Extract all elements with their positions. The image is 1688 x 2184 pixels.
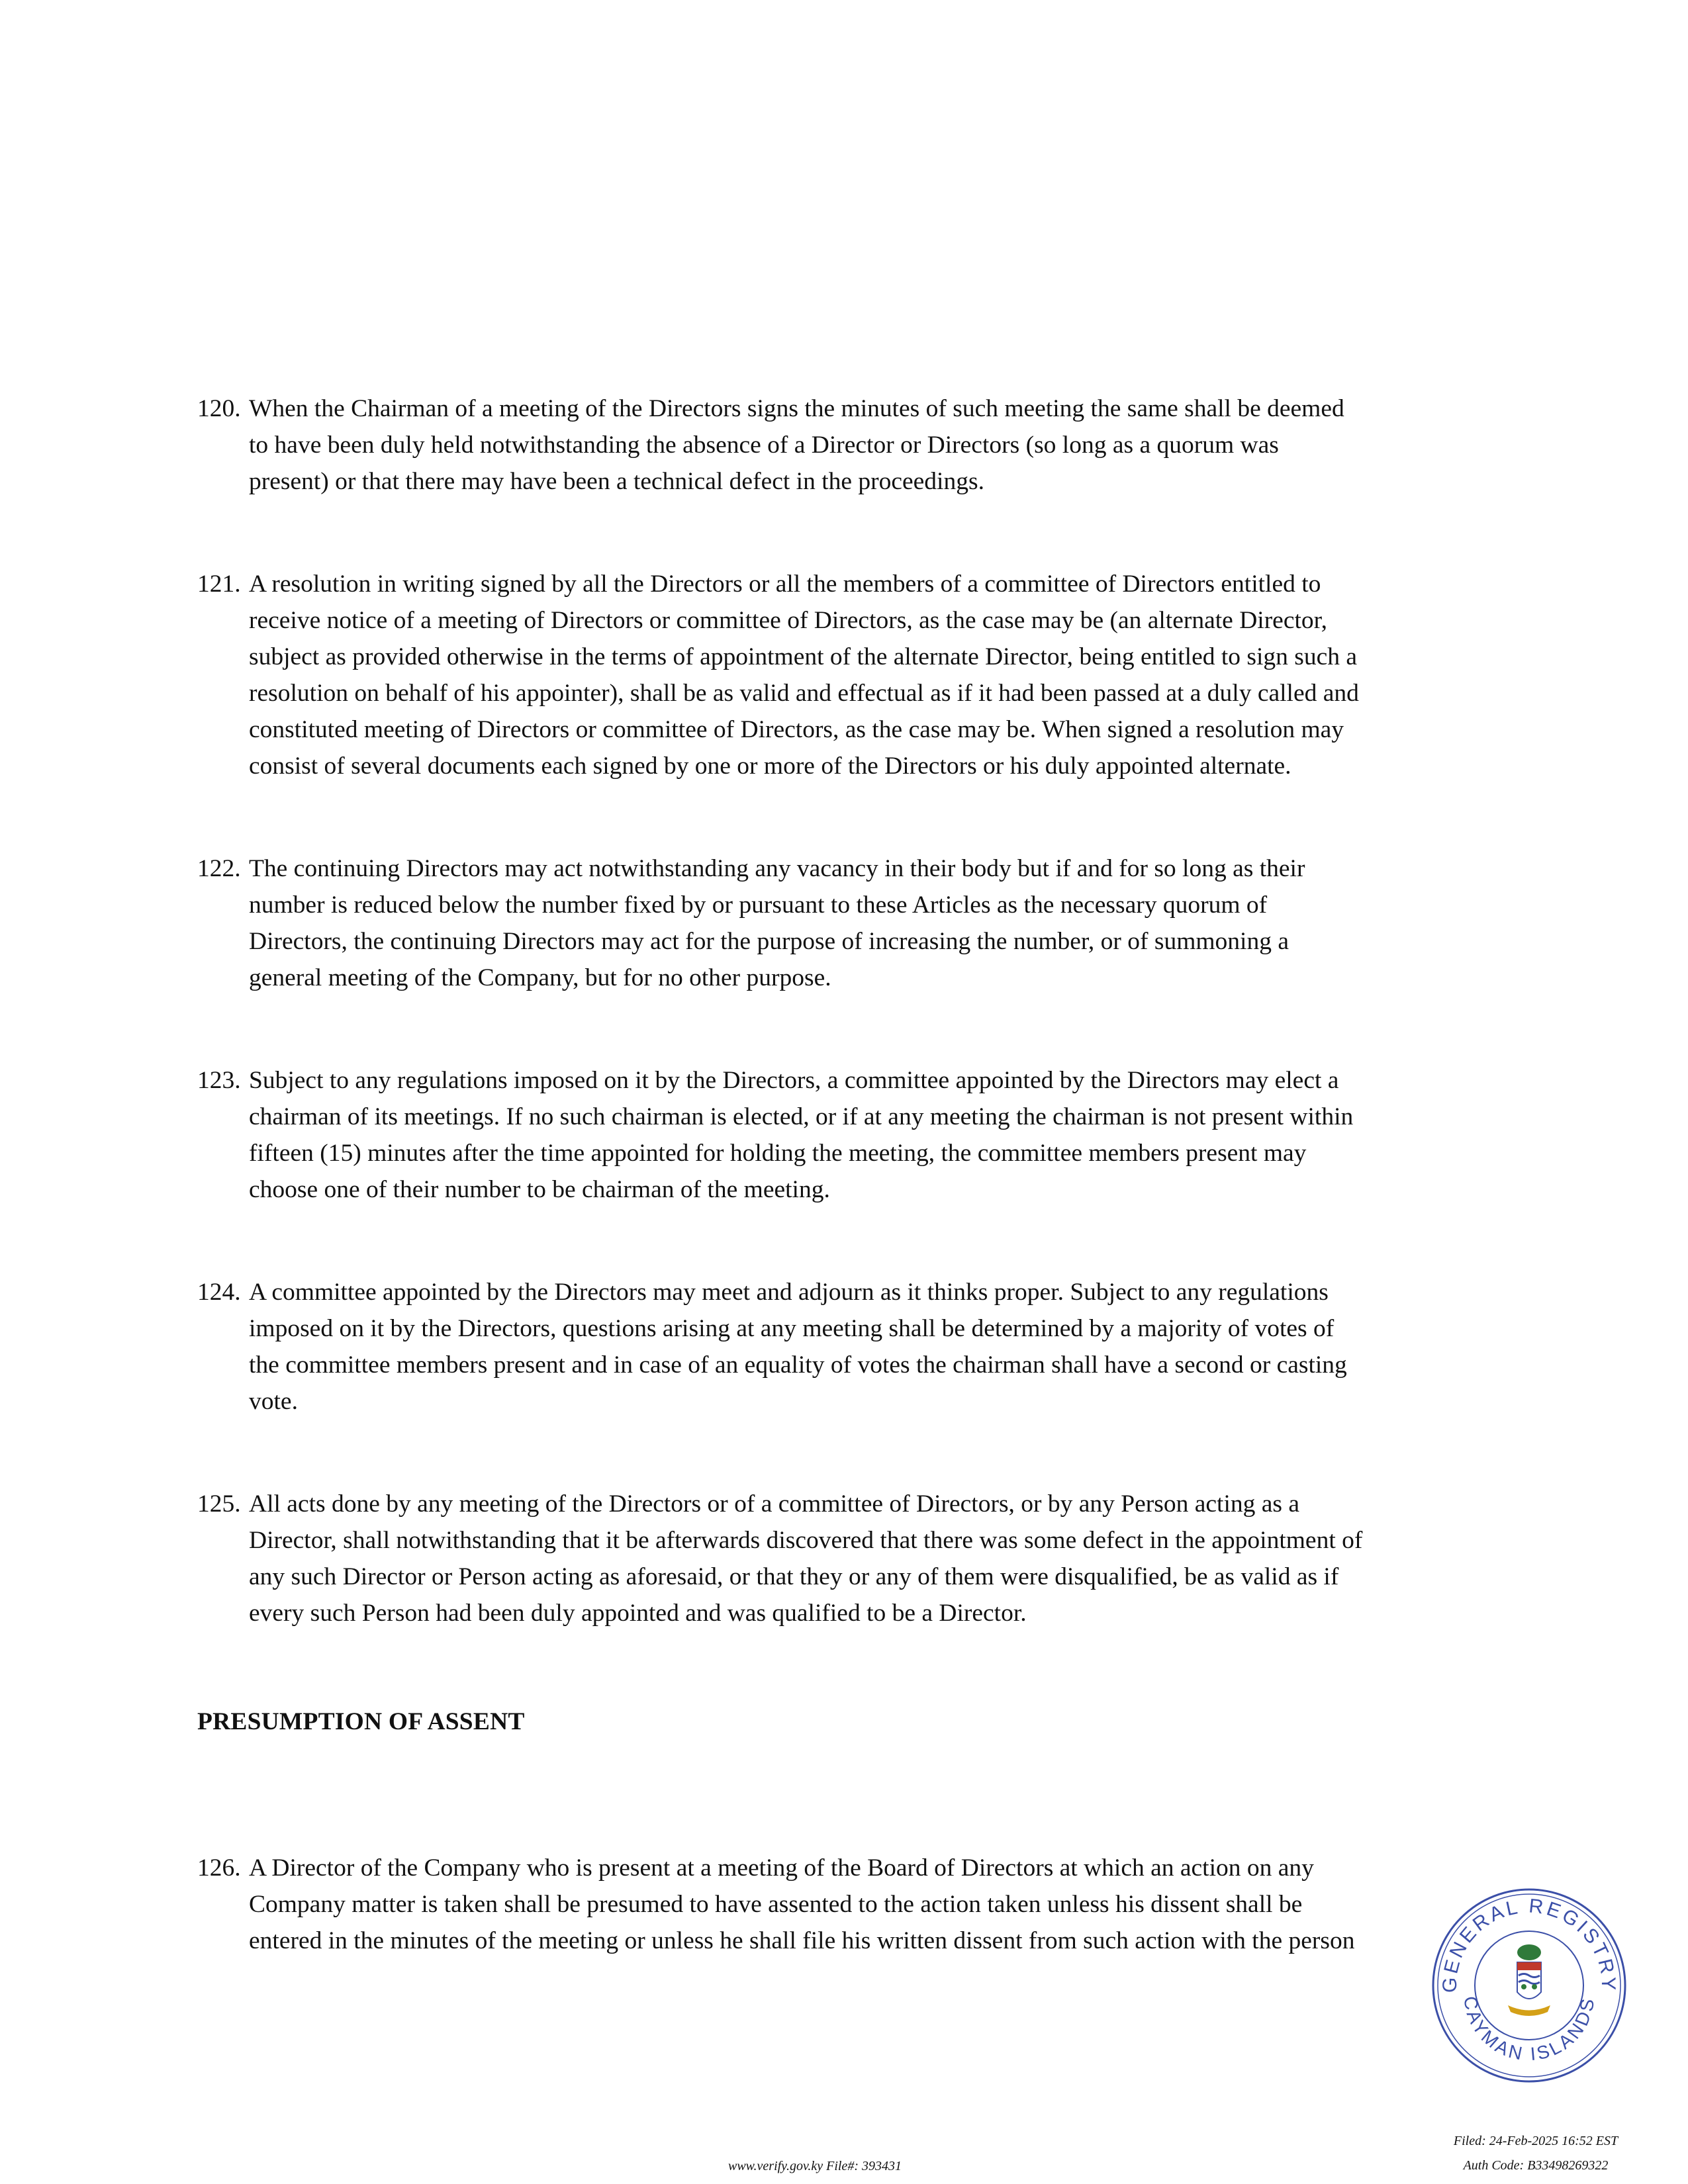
footer-filing-info: [1430, 2129, 1642, 2178]
clause-121: [197, 566, 1488, 784]
footer-verify-text: www.verify.gov.ky File#: 393431: [728, 2159, 902, 2173]
clause-text: A Director of the Company who is present at a meeting of the Board of Directors at which an action on any Company matter is taken shall be presumed to have assented to the action taken unless his dissent shall be entered in the minutes of the meeting or unless he shall file his written dissent from such action with the person: [249, 1854, 1355, 1954]
clause-120: [197, 390, 1488, 500]
seal-top-text: GENERAL REGISTRY: [1438, 1895, 1620, 1993]
clause-number: 121.: [197, 570, 241, 598]
clause-126: [197, 1850, 1488, 1959]
clause-124: [197, 1274, 1488, 1420]
clause-text: A resolution in writing signed by all the Directors or all the members of a committee of Directors entitled to receive notice of a meeting of Directors or committee of Directors, as the case may be (an alternate Director, subject as provided otherwise in the terms of appointment of the alternate Director, being entitled to sign such a resolution on behalf of his appointer), shall be as valid and effectual as if it had been passed at a duly called and constituted meeting of Directors or committee of Directors, as the case may be. When signed a resolution may consist of several documents each signed by one or more of the Directors or his duly appointed alternate.: [249, 570, 1359, 780]
clause-number: 123.: [197, 1067, 241, 1094]
filed-date: Filed: 24-Feb-2025 16:52 EST: [1453, 2134, 1618, 2148]
clause-123: [197, 1062, 1488, 1208]
clause-number: 125.: [197, 1490, 241, 1518]
clause-122: [197, 850, 1488, 996]
clause-text: All acts done by any meeting of the Directors or of a committee of Directors, or by any Person acting as a Director, shall notwithstanding that it be afterwards discovered that there was some defect in the appointment of any such Director or Person acting as aforesaid, or that they or any of them were disqualified, be as valid as if every such Person had been duly appointed and was qualified to be a Director.: [249, 1490, 1363, 1627]
svg-text:CAYMAN ISLANDS: [1460, 1995, 1598, 2064]
clause-text: When the Chairman of a meeting of the Directors signs the minutes of such meeting the same shall be deemed to have been duly held notwithstanding the absence of a Director or Directors (so long as a quorum was present) or that there may have been a technical defect in the proceedings.: [249, 395, 1344, 495]
clause-text: Subject to any regulations imposed on it by the Directors, a committee appointed by the Directors may elect a chairman of its meetings. If no such chairman is elected, or if at any meeting the chairman is not present within fifteen (15) minutes after the time appointed for holding the meeting, the committee members present may choose one of their number to be chairman of the meeting.: [249, 1067, 1354, 1203]
clause-text: A committee appointed by the Directors may meet and adjourn as it thinks proper. Subject to any regulations imposed on it by the Directors, questions arising at any meeting shall be determined by a majority of votes of the committee members present and in case of an equality of votes the chairman shall have a second or casting vote.: [249, 1279, 1347, 1415]
clause-text: The continuing Directors may act notwithstanding any vacancy in their body but if and for so long as their number is reduced below the number fixed by or pursuant to these Articles as the necessary quorum of Directors, the continuing Directors may act for the purpose of increasing the number, or of summoning a general meeting of the Company, but for no other purpose.: [249, 855, 1305, 991]
clause-number: 126.: [197, 1854, 241, 1882]
auth-code: Auth Code: B33498269322: [1463, 2158, 1609, 2173]
registry-seal-icon: [1430, 1886, 1628, 2085]
coat-of-arms-icon: [1508, 1944, 1550, 2016]
clause-number: 124.: [197, 1279, 241, 1306]
clause-number: 120.: [197, 395, 241, 422]
section-heading: PRESUMPTION OF ASSENT: [197, 1708, 525, 1735]
clause-number: 122.: [197, 855, 241, 882]
clause-125: [197, 1486, 1488, 1631]
seal-bottom-text: CAYMAN ISLANDS: [1460, 1995, 1599, 2065]
